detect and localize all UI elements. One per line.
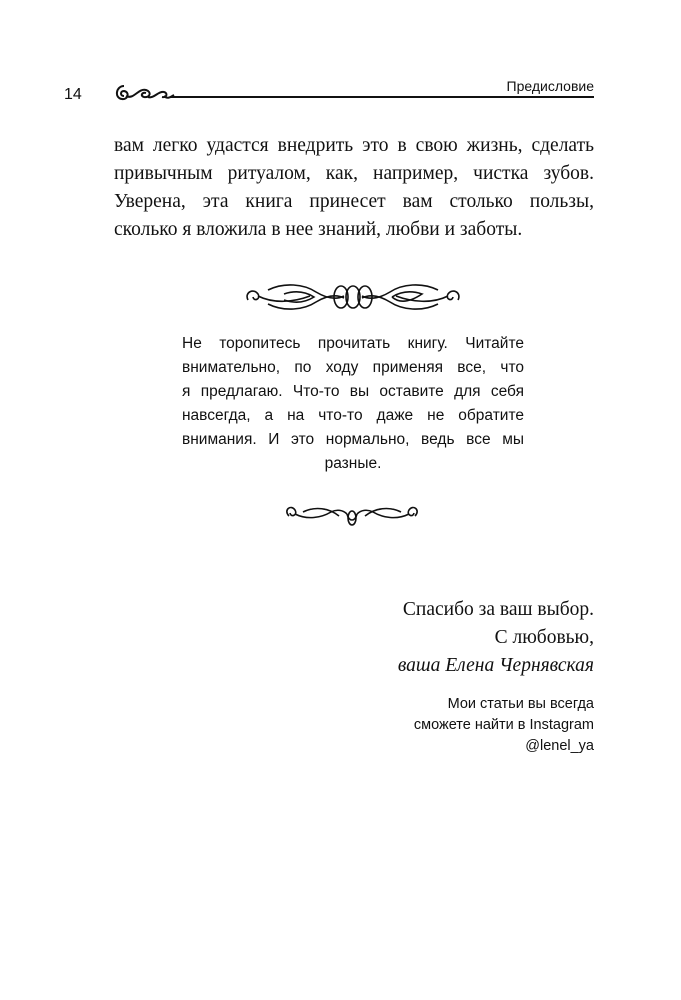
ornament-divider-icon xyxy=(244,278,462,316)
page-number: 14 xyxy=(64,86,82,103)
ornament-divider-icon xyxy=(281,500,423,528)
quote-line: внимания. И это нормально, ведь все мы xyxy=(182,431,524,448)
signoff-thanks: Спасибо за ваш выбор. xyxy=(402,599,594,620)
body-line: Уверена, эта книга принесет вам столько пользы, xyxy=(114,191,594,212)
body-line: сколько я вложила в нее знаний, любви и заботы. xyxy=(114,219,523,240)
instagram-handle: @lenel_ya xyxy=(525,738,594,754)
note-line: сможете найти в Instagram xyxy=(413,717,594,733)
signoff-author: ваша Елена Чернявская xyxy=(397,655,594,676)
instagram-note xyxy=(414,694,594,757)
body-line: вам легко удастся внедрить это в свою жизнь, сделать xyxy=(114,135,594,156)
quote-line: я предлагаю. Что-то вы оставите для себя xyxy=(182,383,524,400)
note-line: Мои статьи вы всегда xyxy=(447,696,594,712)
quote-line: внимательно, по ходу применяя все, что xyxy=(182,359,524,376)
body-paragraph xyxy=(114,132,594,244)
signoff xyxy=(398,596,594,680)
body-line: привычным ритуалом, как, например, чистка зубов. xyxy=(114,163,594,184)
header-rule xyxy=(170,96,594,98)
highlight-quote xyxy=(182,332,524,476)
signoff-with-love: С любовью, xyxy=(494,627,594,648)
section-title: Предисловие xyxy=(506,78,594,94)
quote-line: навсегда, а на что-то даже не обратите xyxy=(182,407,524,424)
quote-line: Не торопитесь прочитать книгу. Читайте xyxy=(182,335,524,352)
flourish-icon xyxy=(112,82,202,104)
quote-line: разные. xyxy=(324,455,382,472)
